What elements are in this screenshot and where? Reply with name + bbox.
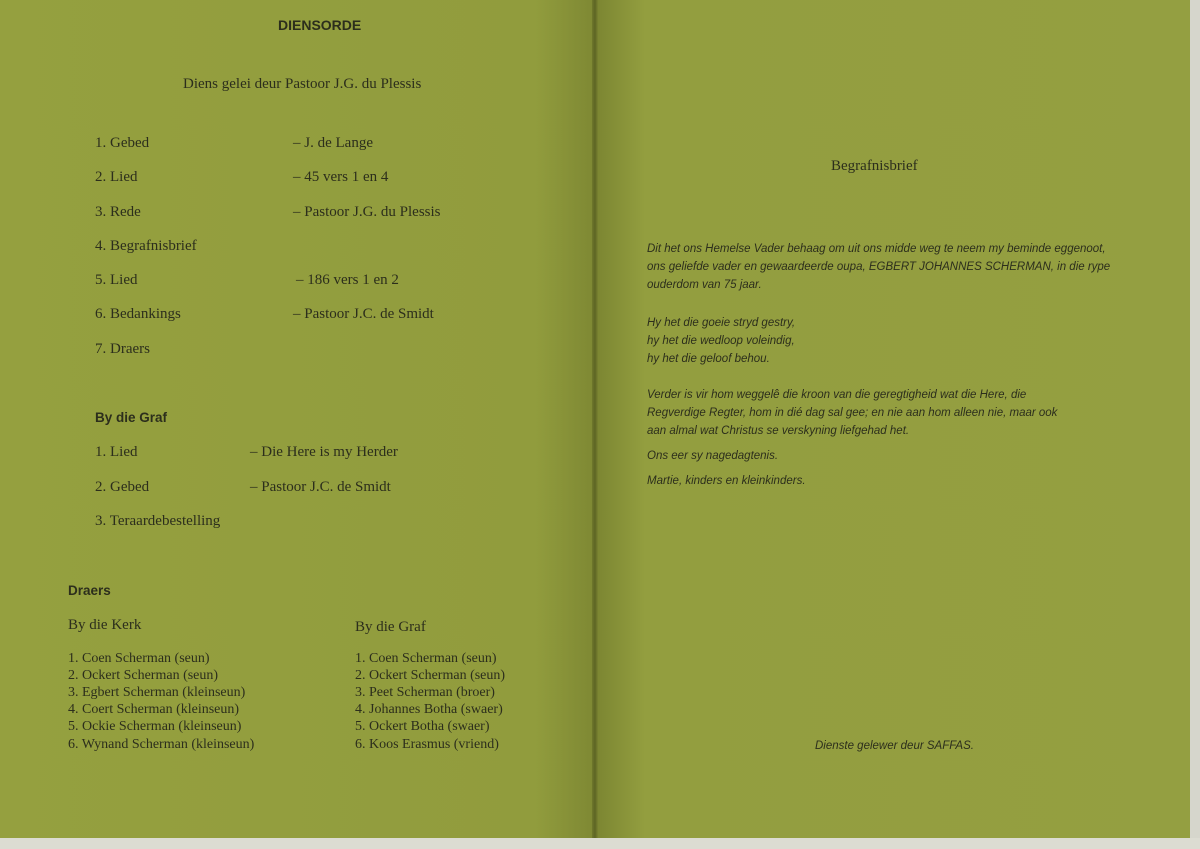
service-item: 2. Lied — [95, 169, 138, 185]
in-memory-line: Ons eer sy nagedagtenis. — [647, 450, 779, 462]
funeral-notice-title: Begrafnisbrief — [831, 158, 918, 174]
page-fold — [592, 0, 598, 849]
list-item: 6. Wynand Scherman (kleinseun) — [68, 737, 255, 752]
list-item: 2. Ockert Scherman (seun) — [355, 668, 506, 683]
list-item: 6. Koos Erasmus (vriend) — [355, 737, 499, 752]
scan-edge-right — [1190, 0, 1200, 849]
list-item: 5. Ockie Scherman (kleinseun) — [68, 719, 242, 734]
service-item-detail: – J. de Lange — [293, 135, 373, 151]
grave-item: 3. Teraardebestelling — [95, 513, 221, 529]
notice-line: ons geliefde vader en gewaardeerde oupa, EGBERT JOHANNES SCHERMAN, in die rype — [647, 261, 1111, 273]
service-item: 5. Lied — [95, 272, 138, 288]
grave-item: 1. Lied — [95, 444, 138, 460]
notice-line: ouderdom van 75 jaar. — [647, 279, 762, 291]
at-the-grave-heading: By die Graf — [95, 410, 168, 425]
scripture-line: Verder is vir hom weggelê die kroon van die geregtigheid wat die Here, die — [647, 389, 1027, 401]
service-item: 6. Bedankings — [95, 306, 181, 322]
notice-line: Dit het ons Hemelse Vader behaag om uit ons midde weg te neem my beminde eggenoot, — [647, 243, 1106, 255]
scan-edge-bottom — [0, 838, 1200, 849]
bearers-heading: Draers — [68, 583, 111, 598]
order-of-service-title: DIENSORDE — [278, 17, 362, 33]
list-item: 3. Peet Scherman (broer) — [355, 685, 495, 700]
church-bearers-heading: By die Kerk — [68, 617, 142, 633]
list-item: 1. Coen Scherman (seun) — [355, 651, 497, 666]
led-by-line: Diens gelei deur Pastoor J.G. du Plessis — [183, 76, 422, 92]
list-item: 4. Johannes Botha (swaer) — [355, 702, 503, 717]
verse-line: Hy het die goeie stryd gestry, — [647, 317, 796, 329]
list-item: 2. Ockert Scherman (seun) — [68, 668, 219, 683]
verse-line: hy het die geloof behou. — [647, 353, 770, 365]
service-item-detail: – Pastoor J.G. du Plessis — [293, 204, 441, 220]
services-footer: Dienste gelewer deur SAFFAS. — [815, 740, 974, 752]
grave-item-detail: – Pastoor J.C. de Smidt — [250, 479, 391, 495]
grave-item: 2. Gebed — [95, 479, 150, 495]
list-item: 1. Coen Scherman (seun) — [68, 651, 210, 666]
service-item: 1. Gebed — [95, 135, 150, 151]
service-item: 3. Rede — [95, 204, 141, 220]
scripture-line: aan almal wat Christus se verskyning liefgehad het. — [647, 425, 910, 437]
service-item: 4. Begrafnisbrief — [95, 238, 197, 254]
verse-line: hy het die wedloop voleindig, — [647, 335, 795, 347]
list-item: 4. Coert Scherman (kleinseun) — [68, 702, 240, 717]
service-item-detail: – 45 vers 1 en 4 — [293, 169, 389, 185]
signed-line: Martie, kinders en kleinkinders. — [647, 475, 806, 487]
list-item: 5. Ockert Botha (swaer) — [355, 719, 490, 734]
service-item-detail: – Pastoor J.C. de Smidt — [293, 306, 434, 322]
service-item: 7. Draers — [95, 341, 150, 357]
list-item: 3. Egbert Scherman (kleinseun) — [68, 685, 246, 700]
grave-item-detail: – Die Here is my Herder — [250, 444, 398, 460]
service-item-detail: – 186 vers 1 en 2 — [296, 272, 399, 288]
scripture-line: Regverdige Regter, hom in dié dag sal gee; en nie aan hom alleen nie, maar ook — [647, 407, 1058, 419]
grave-bearers-heading: By die Graf — [355, 619, 426, 635]
